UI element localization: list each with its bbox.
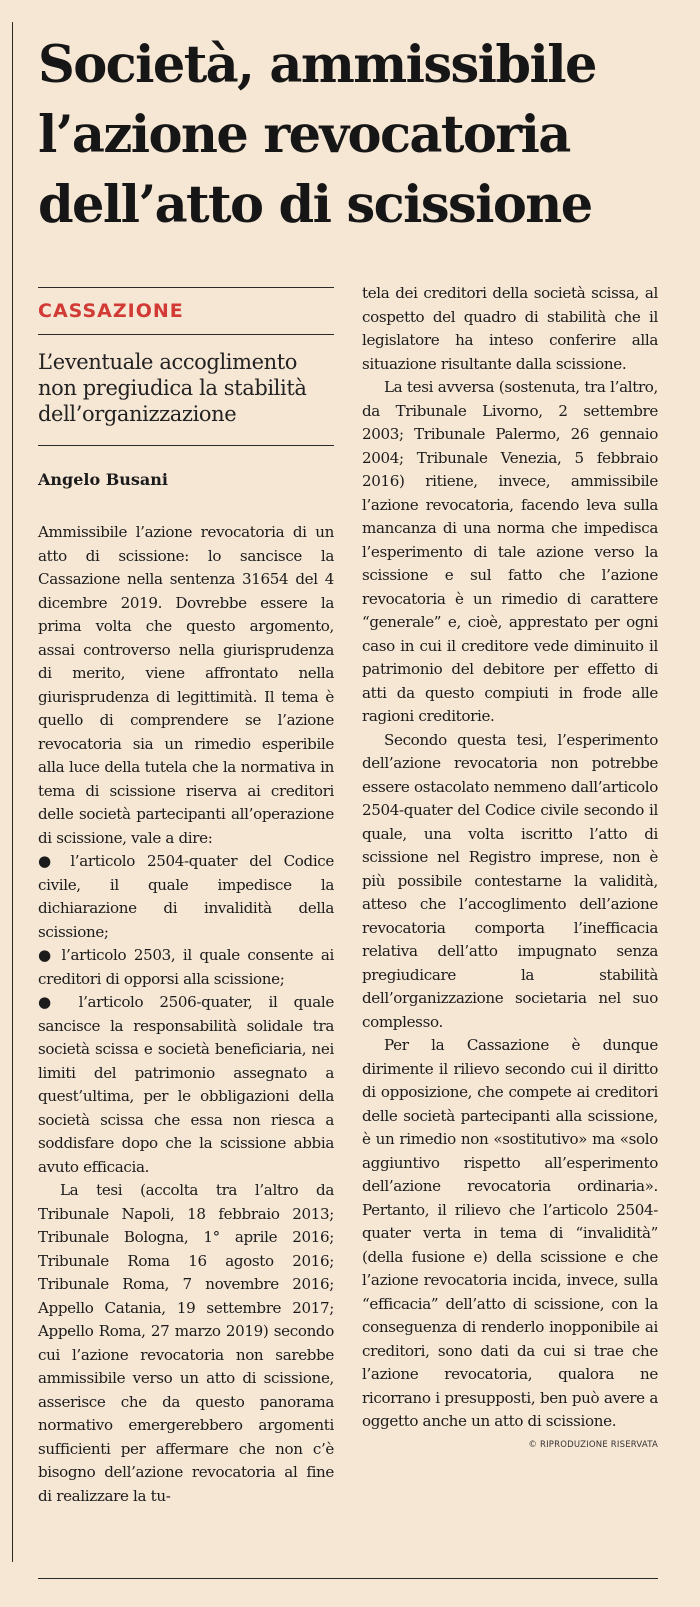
- left-margin-rule: [12, 22, 13, 1562]
- paragraph: La tesi (accolta tra l’altro da Tribunale Napoli, 18 febbraio 2013; Tribunale Bologna, 1° aprile 2016; Tribunale Roma 16 agosto 2016; Tribunale Roma, 7 novembre 2016; Appello Catania, 19 settembre 2017; Appello Roma, 27 marzo 2019) secondo cui l’azione revocatoria non sarebbe ammissibile verso un atto di scissione, asserisce che da questo panorama normativo emergerebbero argomenti sufficienti per affermare che non c’è bisogno dell’azione revocatoria al fine di realizzare la tu-: [38, 1181, 334, 1505]
- section-label: CASSAZIONE: [38, 300, 184, 322]
- copyright-notice: © RIPRODUZIONE RISERVATA: [528, 1439, 658, 1450]
- author-byline: Angelo Busani: [38, 470, 168, 489]
- article-body-left: [38, 521, 334, 1508]
- bullet-item: ● l’articolo 2504-quater del Codice civile, il quale impedisce la dichiarazione di invalidità della scissione;: [38, 852, 334, 941]
- right-column: [362, 282, 658, 1450]
- bottom-rule: [38, 1578, 658, 1579]
- bullet-item: ● l’articolo 2503, il quale consente ai creditori di opporsi alla scissione;: [38, 946, 334, 988]
- paragraph: tela dei creditori della società scissa, al cospetto del quadro di stabilità che il legislatore ha inteso conferire alla situazione risultante dalla scissione.: [362, 284, 658, 373]
- article-body-right: [362, 282, 658, 1434]
- paragraph: Secondo questa tesi, l’esperimento dell’azione revocatoria non potrebbe essere ostacolato nemmeno dall’articolo 2504-quater del Codice civile secondo il quale, una volta iscritto l’atto di scissione nel Registro imprese, non è più possibile contestarne la validità, atteso che l’accoglimento dell’azione revocatoria comporta l’inefficacia relativa dell’atto impugnato senza pregiudicare la stabilità dell’organizzazione societaria nel suo complesso.: [362, 730, 658, 1031]
- article-title: Società, ammissibile l’azione revocatoria dell’atto di scissione: [38, 35, 596, 235]
- paragraph: Per la Cassazione è dunque dirimente il rilievo secondo cui il diritto di opposizione, che compete ai creditori delle società partecipanti alla scissione, è un rimedio non «sostitutivo» ma «solo aggiuntivo rispetto all’esperimento dell’azione revocatoria ordinaria». Pertanto, il rilievo che l’articolo 2504-quater verta in tema di “invalidità” (della fusione e) della scissione e che l’azione revocatoria incida, invece, sulla “efficacia” dell’atto di scissione, con la conseguenza di renderlo inopponibile ai creditori, sono dati da cui si trae che l’azione revocatoria, qualora ne ricorrano i presupposti, ben può avere a oggetto anche un atto di scissione.: [362, 1036, 658, 1430]
- left-column: [38, 287, 334, 1508]
- divider: [38, 445, 334, 446]
- bullet-item: ● l’articolo 2506-quater, il quale sancisce la responsabilità solidale tra società scissa e società beneficiaria, nei limiti del patrimonio assegnato a quest’ultima, per le obbligazioni della società scissa che essa non riesca a soddisfare dopo che la scissione abbia avuto efficacia.: [38, 993, 334, 1176]
- paragraph: Ammissibile l’azione revocatoria di un atto di scissione: lo sancisce la Cassazione nella sentenza 31654 del 4 dicembre 2019. Dovrebbe essere la prima volta che questo argomento, assai controverso nella giurisprudenza di merito, viene affrontato nella giurisprudenza di legittimità. Il tema è quello di comprendere se l’azione revocatoria sia un rimedio esperibile alla luce della tutela che la normativa in tema di scissione riserva ai creditori delle società partecipanti all’operazione di scissione, vale a dire:: [38, 523, 334, 847]
- paragraph: La tesi avversa (sostenuta, tra l’altro, da Tribunale Livorno, 2 settembre 2003; Tribunale Palermo, 26 gennaio 2004; Tribunale Venezia, 5 febbraio 2016) ritiene, invece, ammissibile l’azione revocatoria, facendo leva sulla mancanza di una norma che impedisca l’esperimento di tale azione verso la scissione e sul fatto che l’azione revocatoria è un rimedio di carattere “generale” e, cioè, apprestato per ogni caso in cui il creditore vede diminuito il patrimonio del debitore per effetto di atti da questo compiuti in frode alle ragioni creditorie.: [362, 378, 658, 725]
- article-subtitle: L’eventuale accoglimento non pregiudica la stabilità dell’organizzazione: [38, 350, 307, 426]
- divider: [38, 334, 334, 335]
- divider: [38, 287, 334, 288]
